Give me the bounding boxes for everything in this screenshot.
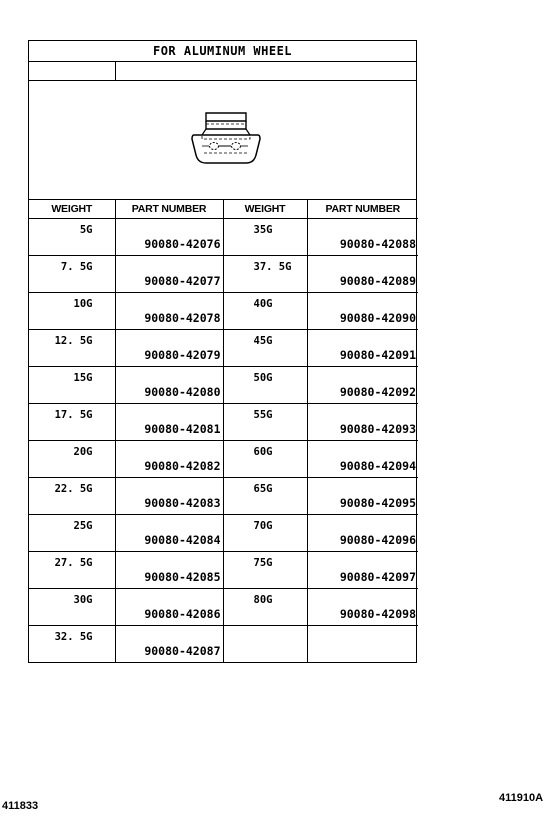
table-row (29, 293, 418, 330)
part-number-cell-container (307, 293, 418, 330)
weight-cell-container (29, 552, 115, 589)
col-header-part-number: PART NUMBER (115, 200, 223, 219)
part-number-cell (308, 626, 419, 644)
part-number-cell-container (115, 626, 223, 663)
table-row (29, 552, 418, 589)
part-number-cell-container (307, 552, 418, 589)
part-number-cell-container (307, 404, 418, 441)
weight-cell-container (223, 404, 307, 441)
col-header-weight: WEIGHT (29, 200, 115, 219)
table-header-row (29, 200, 418, 219)
weight-cell-container (223, 589, 307, 626)
part-number-cell-container (307, 441, 418, 478)
part-number-cell: 90080-42080 (144, 385, 221, 399)
part-number-cell: 90080-42076 (144, 237, 221, 251)
part-number-cell: 90080-42077 (144, 274, 221, 288)
weight-cell: 12. 5G (54, 335, 93, 347)
weight-cell: 7. 5G (60, 261, 93, 273)
weight-cell: 80G (253, 594, 273, 606)
weight-cell-container (223, 626, 307, 663)
weight-cell: 75G (253, 557, 273, 569)
table-row (29, 404, 418, 441)
table-row (29, 330, 418, 367)
col-header-part-number: PART NUMBER (307, 200, 418, 219)
part-number-cell-container (115, 441, 223, 478)
part-number-cell: 90080-42084 (144, 533, 221, 547)
part-number-cell-container (307, 256, 418, 293)
weight-cell: 35G (253, 224, 273, 236)
table-row (29, 589, 418, 626)
table-row (29, 478, 418, 515)
weight-cell-container (29, 404, 115, 441)
part-number-cell-container (307, 589, 418, 626)
part-number-cell-container (115, 256, 223, 293)
part-number-cell: 90080-42086 (144, 607, 221, 621)
weight-cell-container (29, 293, 115, 330)
weight-cell-container (29, 367, 115, 404)
weight-cell (224, 626, 307, 631)
part-number-cell-container (115, 478, 223, 515)
weight-cell-container (29, 330, 115, 367)
part-number-cell: 90080-42078 (144, 311, 221, 325)
weight-cell: 15G (73, 372, 93, 384)
weight-cell-container (223, 219, 307, 256)
weight-cell-container (29, 589, 115, 626)
part-number-cell: 90080-42098 (339, 607, 416, 621)
part-number-cell-container (115, 293, 223, 330)
part-number-cell-container (307, 367, 418, 404)
weight-cell-container (223, 478, 307, 515)
part-number-cell: 90080-42079 (144, 348, 221, 362)
part-number-cell: 90080-42091 (339, 348, 416, 362)
weight-cell-container (223, 367, 307, 404)
part-number-cell: 90080-42083 (144, 496, 221, 510)
part-number-cell: 90080-42096 (339, 533, 416, 547)
weight-cell: 20G (73, 446, 93, 458)
part-number-cell: 90080-42087 (144, 644, 221, 658)
weight-cell-container (29, 219, 115, 256)
weight-cell-container (223, 441, 307, 478)
part-number-cell-container (115, 515, 223, 552)
part-number-cell-container (307, 626, 418, 663)
weight-cell: 55G (253, 409, 273, 421)
weight-cell: 17. 5G (54, 409, 93, 421)
wheel-weight-illustration (184, 109, 274, 171)
weight-cell-container (223, 256, 307, 293)
weight-cell-container (223, 552, 307, 589)
part-number-cell: 90080-42094 (339, 459, 416, 473)
weight-cell: 22. 5G (54, 483, 93, 495)
part-number-cell: 90080-42093 (339, 422, 416, 436)
part-number-cell-container (307, 515, 418, 552)
part-number-cell-container (307, 219, 418, 256)
weight-cell: 32. 5G (54, 631, 93, 643)
table-row (29, 515, 418, 552)
weight-cell: 40G (253, 298, 273, 310)
weight-part-table (29, 200, 418, 662)
part-number-cell: 90080-42088 (339, 237, 416, 251)
weight-cell-container (29, 626, 115, 663)
weight-cell: 50G (253, 372, 273, 384)
col-header-weight: WEIGHT (223, 200, 307, 219)
table-row (29, 256, 418, 293)
weight-cell: 25G (73, 520, 93, 532)
part-number-cell: 90080-42092 (339, 385, 416, 399)
part-number-cell: 90080-42089 (339, 274, 416, 288)
weight-cell: 30G (73, 594, 93, 606)
parts-sheet (28, 40, 417, 663)
part-number-cell-container (115, 367, 223, 404)
part-number-cell: 90080-42081 (144, 422, 221, 436)
weight-cell-container (223, 293, 307, 330)
footer-left-code: 411833 (2, 800, 39, 812)
part-number-cell-container (115, 589, 223, 626)
table-row (29, 367, 418, 404)
part-number-cell: 90080-42095 (339, 496, 416, 510)
weight-cell: 5G (79, 224, 93, 236)
part-number-cell-container (115, 552, 223, 589)
part-number-cell-container (115, 404, 223, 441)
blank-row (29, 62, 416, 81)
footer-right-code: 411910A (499, 792, 544, 804)
part-number-cell-container (307, 478, 418, 515)
table-row (29, 219, 418, 256)
part-number-cell: 90080-42082 (144, 459, 221, 473)
part-number-cell: 90080-42097 (339, 570, 416, 584)
weight-cell: 60G (253, 446, 273, 458)
figure-area (29, 81, 416, 200)
weight-cell-container (223, 515, 307, 552)
weight-cell-container (29, 256, 115, 293)
part-number-cell: 90080-42090 (339, 311, 416, 325)
part-number-cell-container (307, 330, 418, 367)
part-number-cell-container (115, 219, 223, 256)
weight-cell-container (29, 441, 115, 478)
weight-cell-container (29, 478, 115, 515)
table-row (29, 626, 418, 663)
weight-cell: 70G (253, 520, 273, 532)
part-number-cell: 90080-42085 (144, 570, 221, 584)
sheet-title: FOR ALUMINUM WHEEL (29, 41, 416, 62)
weight-cell-container (223, 330, 307, 367)
weight-cell: 37. 5G (253, 261, 292, 273)
weight-cell-container (29, 515, 115, 552)
weight-cell: 65G (253, 483, 273, 495)
part-number-cell-container (115, 330, 223, 367)
weight-cell: 27. 5G (54, 557, 93, 569)
weight-cell: 10G (73, 298, 93, 310)
weight-cell: 45G (253, 335, 273, 347)
table-row (29, 441, 418, 478)
